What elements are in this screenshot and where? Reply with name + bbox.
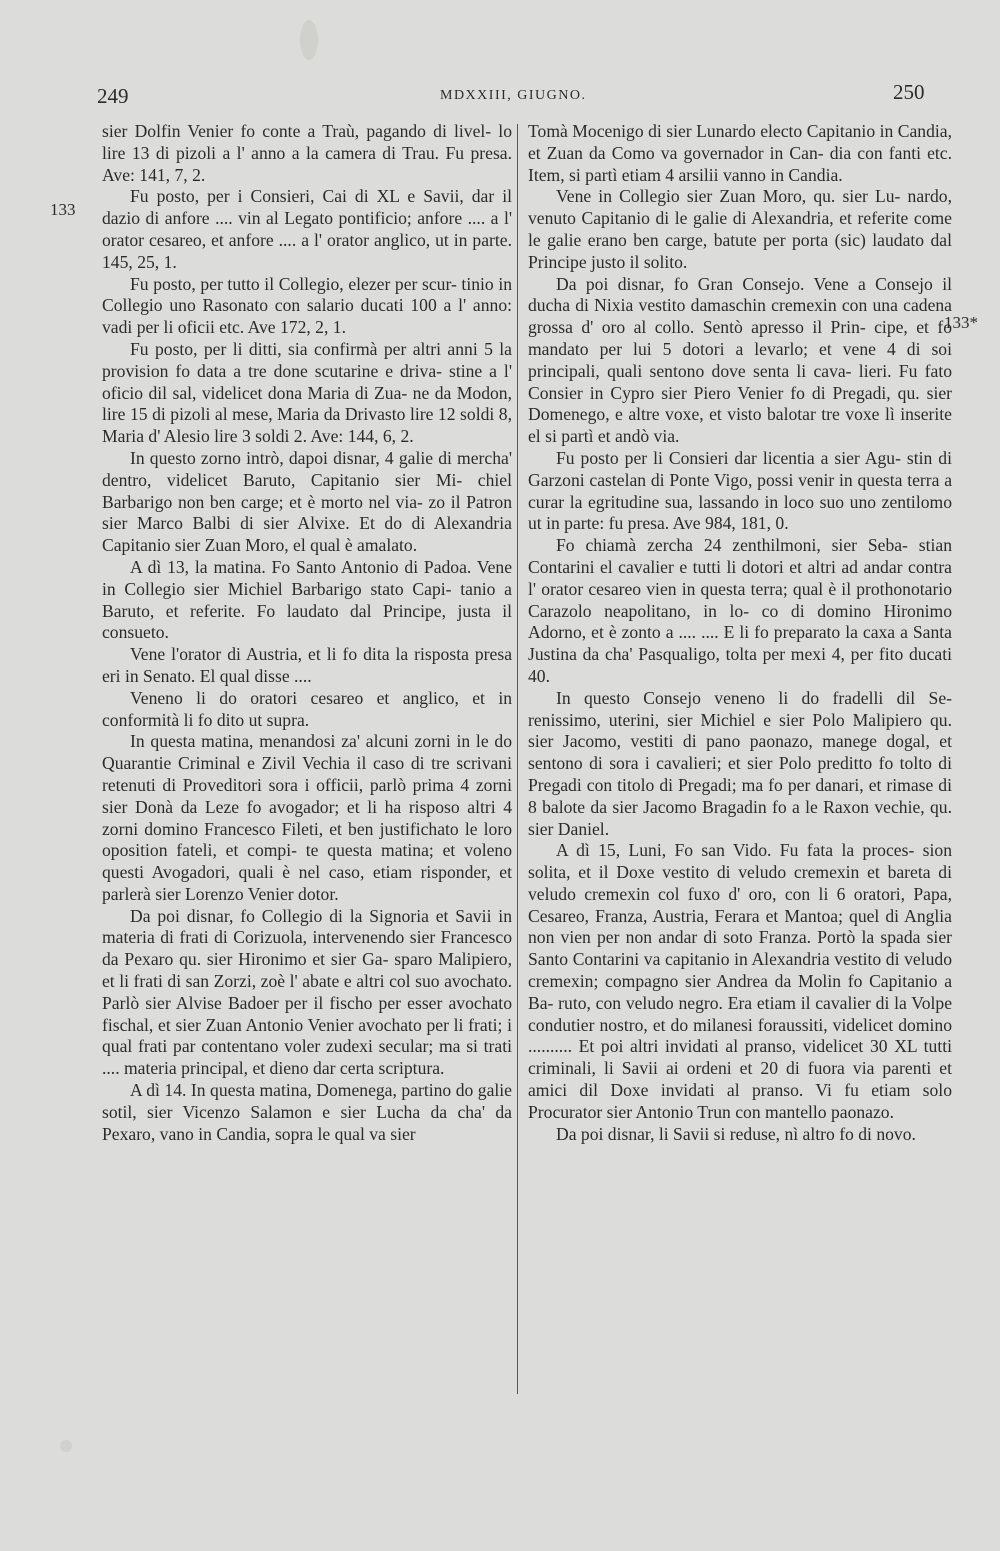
paragraph: Fu posto per li Consieri dar licentia a sier Agu- stin di Garzoni castelan di Ponte Vigo, possi venir in questa terra a curar la egritudine sua, lassando in loco suo uno zentilomo ut in parte: fu presa. Ave 984, 181, 0.: [528, 447, 952, 534]
paper-stain: [60, 1440, 72, 1452]
paragraph: Fu posto, per li ditti, sia confirmà per altri anni 5 la provision fo data a tre done scutarine e driva- stine a l' oficio dil sal, videlicet dona Maria di Zua- ne da Modon, lire 15 di pizoli al mese, Maria da Drivasto lire 12 soldi 8, Maria d' Alesio lire 3 soldi 2. Ave: 144, 6, 2.: [102, 338, 512, 447]
running-header: [0, 80, 1000, 116]
paragraph: Fu posto, per tutto il Collegio, elezer per scur- tinio in Collegio uno Rasonato con salario ducati 100 a l' anno: vadi per li oficii etc. Ave 172, 2, 1.: [102, 273, 512, 338]
paragraph: Tomà Mocenigo di sier Lunardo electo Capitanio in Candia, et Zuan da Como va governador in Can- dia con fanti etc. Item, si partì etiam 4 arsilii vanno in Candia.: [528, 121, 952, 185]
paragraph: Da poi disnar, fo Gran Consejo. Vene a Consejo il ducha di Nixia vestito damaschin cremexin con una cadena grossa d' oro al collo. Sentò apresso il Prin- cipe, et fo mandato per lui 5 dotori a levarlo; et vene 4 di soi principali, quali sentono dove senta li cava- lieri. Fu fato Consier in Cypro sier Piero Venier fo di Pregadi, qu. sier Domenego, e altre voxe, et visto balotar tre voxe lì inserite el si partì et andò via.: [528, 273, 952, 447]
left-column: [102, 121, 512, 1145]
running-title: MDXXIII, GIUGNO.: [440, 88, 587, 103]
paragraph: A dì 14. In questa matina, Domenega, partino do galie sotil, sier Vicenzo Salamon e sier Lucha da cha' da Pexaro, vano in Candia, sopra le qual va sier: [102, 1080, 512, 1144]
margin-number-right: 133*: [944, 313, 978, 332]
paragraph: Vene in Collegio sier Zuan Moro, qu. sier Lu- nardo, venuto Capitanio di le galie di Alexandria, et referite come le galie erano ben carge, batute per porta (sic) laudato dal Principe justo il solito.: [528, 186, 952, 272]
right-column: [528, 121, 952, 1145]
paragraph: sier Dolfin Venier fo conte a Traù, pagando di livel- lo lire 13 di pizoli a l' anno a la camera di Trau. Fu presa. Ave: 141, 7, 2.: [102, 121, 512, 185]
paragraph: In questo zorno intrò, dapoi disnar, 4 galie di mercha' dentro, videlicet Baruto, Capitanio sier Mi- chiel Barbarigo non ben carge; et è morto nel via- zo il Patron sier Marco Balbi di sier Alvixe. Et do di Alexandria Capitanio sier Zuan Moro, el qual è amalato.: [102, 447, 512, 556]
paper-stain: [300, 20, 318, 60]
margin-number-left: 133: [50, 200, 76, 219]
paragraph: Veneno li do oratori cesareo et anglico, et in conformità li fo dito ut supra.: [102, 687, 512, 730]
left-page-number: 249: [97, 84, 129, 108]
paragraph: Vene l'orator di Austria, et li fo dita la risposta presa eri in Senato. El qual disse ....: [102, 644, 512, 686]
paragraph: Fo chiamà zercha 24 zenthilmoni, sier Seba- stian Contarini el cavalier e tutti li dotori et altri ad andar contra l' orator cesareo vien in questa terra; qual è il prothonotario Carazolo neapolitano, in lo- co di domino Hironimo Adorno, et è zonto a .... .... E li fo preparato la caxa a Santa Justina da cha' Pasqualigo, tolta per mexi 4, per fito ducati 40.: [528, 535, 952, 686]
paragraph: Da poi disnar, li Savii si reduse, nì altro fo di novo.: [556, 1123, 916, 1144]
paragraph: In questo Consejo veneno li do fradelli dil Se- renissimo, uterini, sier Michiel e sier Polo Malipiero qu. sier Jacomo, vestiti di pano paonazo, manege dogal, et sentono di sora i cavalieri; et sier Polo preditto fo tolto di Pregadi con titolo di Pregadi; ma fo per danari, et rimase di 8 balote da sier Jacomo Bragadin fo a le Raxon vechie, qu. sier Daniel.: [528, 687, 952, 839]
paragraph: A dì 13, la matina. Fo Santo Antonio di Padoa. Vene in Collegio sier Michiel Barbarigo stato Capi- tanio a Baruto, et referite. Fo laudato dal Principe, justa il consueto.: [102, 556, 512, 643]
paragraph: In questa matina, menandosi za' alcuni zorni in le do Quarantie Criminal e Zivil Vechia il caso di tre scrivani retenuti di Proveditori sora i officii, parlò prima 4 zorni sier Donà da Leze fo avogador; et li ha risposo altri 4 zorni domino Francesco Fileti, et ben justifichato le loro oposition fateli, et compi- te questa matina; et voleno questi Avogadori, quali è nel caso, etiam risponder, et parlerà sier Lorenzo Venier dotor.: [102, 731, 512, 904]
paragraph: Da poi disnar, fo Collegio di la Signoria et Savii in materia di frati di Corizuola, intervenendo sier Francesco da Pexaro qu. sier Hironimo et sier Ga- sparo Malipiero, et li frati di san Zorzi, zoè l' abate e altri col suo avochato. Parlò sier Alvise Badoer per il fischo per esser avochato fischal, et sier Zuan Antonio Venier avochato per li frati; i qual frati par contentano voler zudexi secular; ma si trati .... materia principal, et dieno dar certa scriptura.: [102, 905, 512, 1079]
paragraph: Fu posto, per i Consieri, Cai di XL e Savii, dar il dazio di anfore .... vin al Legato pontificio; anfore .... a l' orator cesareo, et anfore .... a l' orator anglico, ut in parte. 145, 25, 1.: [102, 186, 512, 272]
right-page-number: 250: [893, 80, 925, 104]
paragraph: A dì 15, Luni, Fo san Vido. Fu fata la proces- sion solita, et il Doxe vestito di veludo cremexin et bareta di veludo cremexin col fuxo d' oro, con li 6 oratori, Papa, Cesareo, Franza, Austria, Ferara et Mantoa; quel di Anglia non vien per non andar di soto Franza. Portò la spada sier Santo Contarini va capitanio in Alexandria vestito di veludo cremexin; compagno sier Andrea da Molin fo Capitanio a Ba- ruto, con veludo negro. Era etiam il cavalier di la Volpe condutier nostro, et do milanesi foraussiti, videlicet domino .......... Et poi altri invidati al pranso, videlicet 30 XL tutti criminali, li Savii ai ordeni et 20 di fuora via parenti et amici dil Doxe invidati al pranso. Vi fu etiam solo Procurator sier Antonio Trun con mantello paonazo.: [528, 840, 952, 1122]
column-divider: [517, 124, 518, 1394]
